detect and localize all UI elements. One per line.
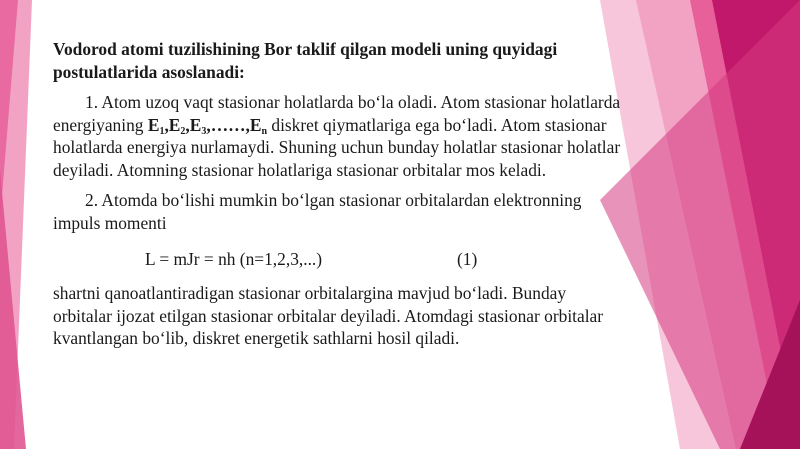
slide-heading: Vodorod atomi tuzilishining Bor taklif qilgan modeli uning quyidagi postulatlarida asoslanadi: <box>53 39 558 82</box>
energy-level-separator: , <box>185 114 190 135</box>
left-decorative-band <box>0 0 40 449</box>
energy-level-separator: , <box>164 114 169 135</box>
energy-level-symbol: E <box>147 114 160 135</box>
energy-level-subscript: 3 <box>201 125 207 137</box>
postulate-2-continuation: shartni qanoatlantiradigan stasionar orbitalargina mavjud bo‘ladi. Bunday orbitalar ijozat etilgan stasionar orbitalar deyiladi. Atomdagi stasionar orbitalar kvantlangan bo‘lib, diskret energetik sathlarni hosil qiladi. <box>53 283 604 348</box>
energy-level-symbol: E <box>249 114 262 135</box>
energy-level-subscript: 1 <box>159 125 165 137</box>
energy-level-separator: ,……, <box>206 114 250 135</box>
postulate-1-text-start: 1. Atom uzoq vaqt stasionar holatlarda bo‘la oladi. Atom stasionar holatlarda energiyaning <box>53 92 621 135</box>
energy-levels <box>148 115 267 135</box>
energy-level-symbol: E <box>189 114 202 135</box>
energy-level-subscript: 2 <box>180 125 186 137</box>
postulate-1-text-end: diskret qiymatlariga ega bo‘ladi. Atom stasionar holatlarda energiya nurlamaydi. Shuning uchun bunday holatlar stasionar holatlar deyiladi. Atomning stasionar holatlariga stasionar orbitalar mos keladi. <box>53 114 621 180</box>
slide-content <box>53 38 623 358</box>
energy-level-symbol: E <box>168 114 181 135</box>
energy-level-subscript: n <box>261 125 268 137</box>
postulate-2: 2. Atomda bo‘lishi mumkin bo‘lgan stasionar orbitalardan elektronning impuls momenti <box>53 190 582 233</box>
formula-number: (1) <box>457 249 478 269</box>
postulate-1 <box>53 91 623 181</box>
formula-expression: L = mJr = nh (n=1,2,3,...) <box>145 249 323 269</box>
formula-row <box>53 248 623 270</box>
